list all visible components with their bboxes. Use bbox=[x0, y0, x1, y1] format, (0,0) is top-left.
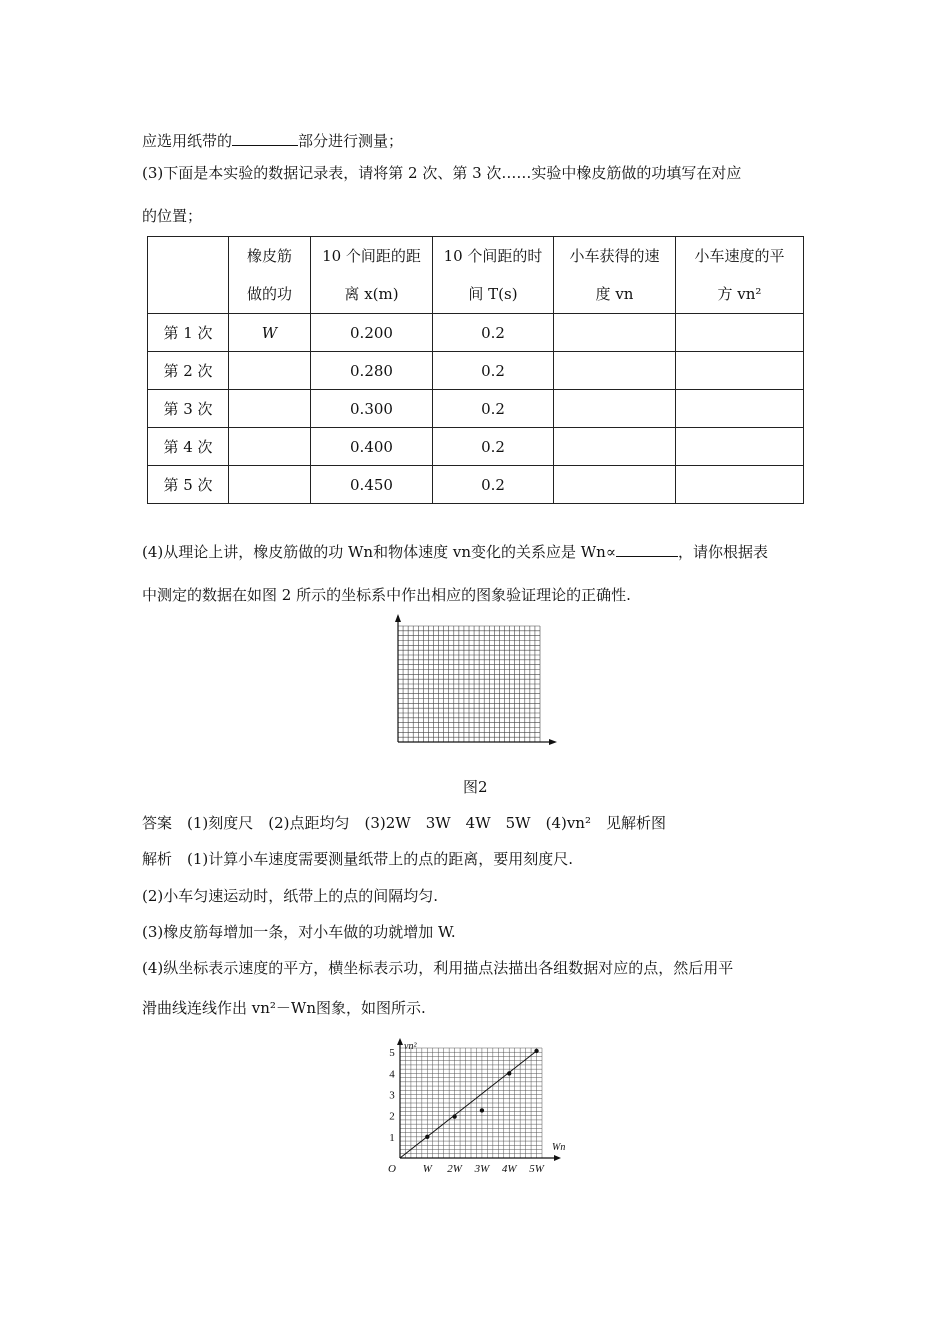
table-cell: 0.2 bbox=[433, 352, 554, 390]
header-cell: 10 个间距的时 间 T(s) bbox=[433, 237, 554, 314]
table-cell: 第 1 次 bbox=[148, 314, 229, 352]
table-cell bbox=[554, 466, 676, 504]
table-cell: 0.200 bbox=[311, 314, 433, 352]
table-cell: 0.2 bbox=[433, 390, 554, 428]
data-table bbox=[147, 236, 804, 504]
answer-line: 答案 (1)刻度尺 (2)点距均匀 (3)2W 3W 4W 5W (4)vn² 见解析图 bbox=[142, 814, 666, 832]
fit-line bbox=[400, 1051, 537, 1158]
table-header-row bbox=[148, 237, 804, 314]
header-cell: 10 个间距的距 离 x(m) bbox=[311, 237, 433, 314]
data-point bbox=[534, 1049, 538, 1053]
y-tick-label: 3 bbox=[389, 1089, 395, 1102]
x-tick-label: 3W bbox=[474, 1163, 490, 1175]
header-cell: 小车获得的速 度 vn bbox=[554, 237, 676, 314]
data-point bbox=[425, 1135, 429, 1139]
data-point bbox=[480, 1108, 484, 1112]
x-tick-label: 5W bbox=[529, 1163, 544, 1175]
table-cell bbox=[554, 390, 676, 428]
answer-chart bbox=[380, 1036, 580, 1182]
table-cell: 第 5 次 bbox=[148, 466, 229, 504]
y-tick-label: 2 bbox=[389, 1110, 395, 1123]
x-axis-arrow-icon bbox=[554, 1155, 561, 1161]
analysis-line-3: (3)橡皮筋每增加一条，对小车做的功就增加 W. bbox=[142, 923, 456, 941]
question-4-line-1: (4)从理论上讲，橡皮筋做的功 Wn和物体速度 vn变化的关系应是 Wn∝ ，请你根据表 bbox=[142, 543, 769, 561]
y-axis-arrow-icon bbox=[397, 1038, 403, 1045]
y-axis-arrow-icon bbox=[395, 614, 401, 622]
analysis-line-4: (4)纵坐标表示速度的平方，横坐标表示功，利用描点法描出各组数据对应的点，然后用平 bbox=[142, 959, 734, 977]
table-cell bbox=[676, 390, 804, 428]
figure-2-caption: 图2 bbox=[463, 778, 488, 796]
x-tick-label: 4W bbox=[501, 1163, 517, 1175]
data-point bbox=[507, 1071, 511, 1075]
question-2-tail: 应选用纸带的 部分进行测量； bbox=[142, 132, 404, 150]
table-cell bbox=[676, 466, 804, 504]
table-cell bbox=[229, 428, 311, 466]
analysis-line-2: (2)小车匀速运动时，纸带上的点的间隔均匀. bbox=[142, 887, 439, 905]
table-cell: 0.300 bbox=[311, 390, 433, 428]
table-cell bbox=[554, 428, 676, 466]
x-tick-label: 2W bbox=[447, 1163, 462, 1175]
data-point bbox=[452, 1114, 456, 1118]
figure-2-empty-grid bbox=[390, 612, 565, 747]
table-cell bbox=[229, 390, 311, 428]
table-cell bbox=[229, 352, 311, 390]
table-cell bbox=[676, 428, 804, 466]
y-tick-label: 4 bbox=[389, 1068, 395, 1081]
table-cell bbox=[676, 352, 804, 390]
header-cell bbox=[148, 237, 229, 314]
header-cell: 橡皮筋 做的功 bbox=[229, 237, 311, 314]
table-row bbox=[148, 466, 804, 504]
origin-label: O bbox=[388, 1163, 396, 1175]
table-cell: 0.2 bbox=[433, 314, 554, 352]
table-cell: 0.280 bbox=[311, 352, 433, 390]
table-cell bbox=[554, 314, 676, 352]
table-cell: 0.450 bbox=[311, 466, 433, 504]
table-cell: 第 2 次 bbox=[148, 352, 229, 390]
answer-blank bbox=[616, 555, 678, 557]
table-row bbox=[148, 390, 804, 428]
table-cell: W bbox=[229, 314, 311, 352]
analysis-line-5: 滑曲线连线作出 vn²－Wn图象，如图所示. bbox=[142, 999, 426, 1017]
question-3-line-1: (3)下面是本实验的数据记录表，请将第 2 次、第 3 次……实验中橡皮筋做的功填写在对应 bbox=[142, 164, 742, 182]
table-row bbox=[148, 428, 804, 466]
header-cell: 小车速度的平 方 vn² bbox=[676, 237, 804, 314]
analysis-line-1: 解析 (1)计算小车速度需要测量纸带上的点的距离，要用刻度尺. bbox=[142, 850, 574, 868]
table-row bbox=[148, 352, 804, 390]
question-3-line-2: 的位置； bbox=[142, 207, 203, 225]
table-cell bbox=[554, 352, 676, 390]
table-cell: 第 4 次 bbox=[148, 428, 229, 466]
question-4-line-2: 中测定的数据在如图 2 所示的坐标系中作出相应的图象验证理论的正确性. bbox=[142, 586, 631, 604]
table-cell: 0.400 bbox=[311, 428, 433, 466]
table-cell: 第 3 次 bbox=[148, 390, 229, 428]
table-row bbox=[148, 314, 804, 352]
table-cell bbox=[676, 314, 804, 352]
x-axis-label: Wn bbox=[552, 1142, 566, 1153]
y-axis-label: vn² bbox=[404, 1041, 417, 1052]
table-cell: 0.2 bbox=[433, 466, 554, 504]
table-cell: 0.2 bbox=[433, 428, 554, 466]
y-tick-label: 5 bbox=[389, 1047, 395, 1060]
table-cell bbox=[229, 466, 311, 504]
answer-blank bbox=[232, 144, 298, 146]
x-tick-label: W bbox=[422, 1163, 432, 1175]
x-axis-arrow-icon bbox=[549, 739, 557, 745]
y-tick-label: 1 bbox=[389, 1131, 395, 1144]
